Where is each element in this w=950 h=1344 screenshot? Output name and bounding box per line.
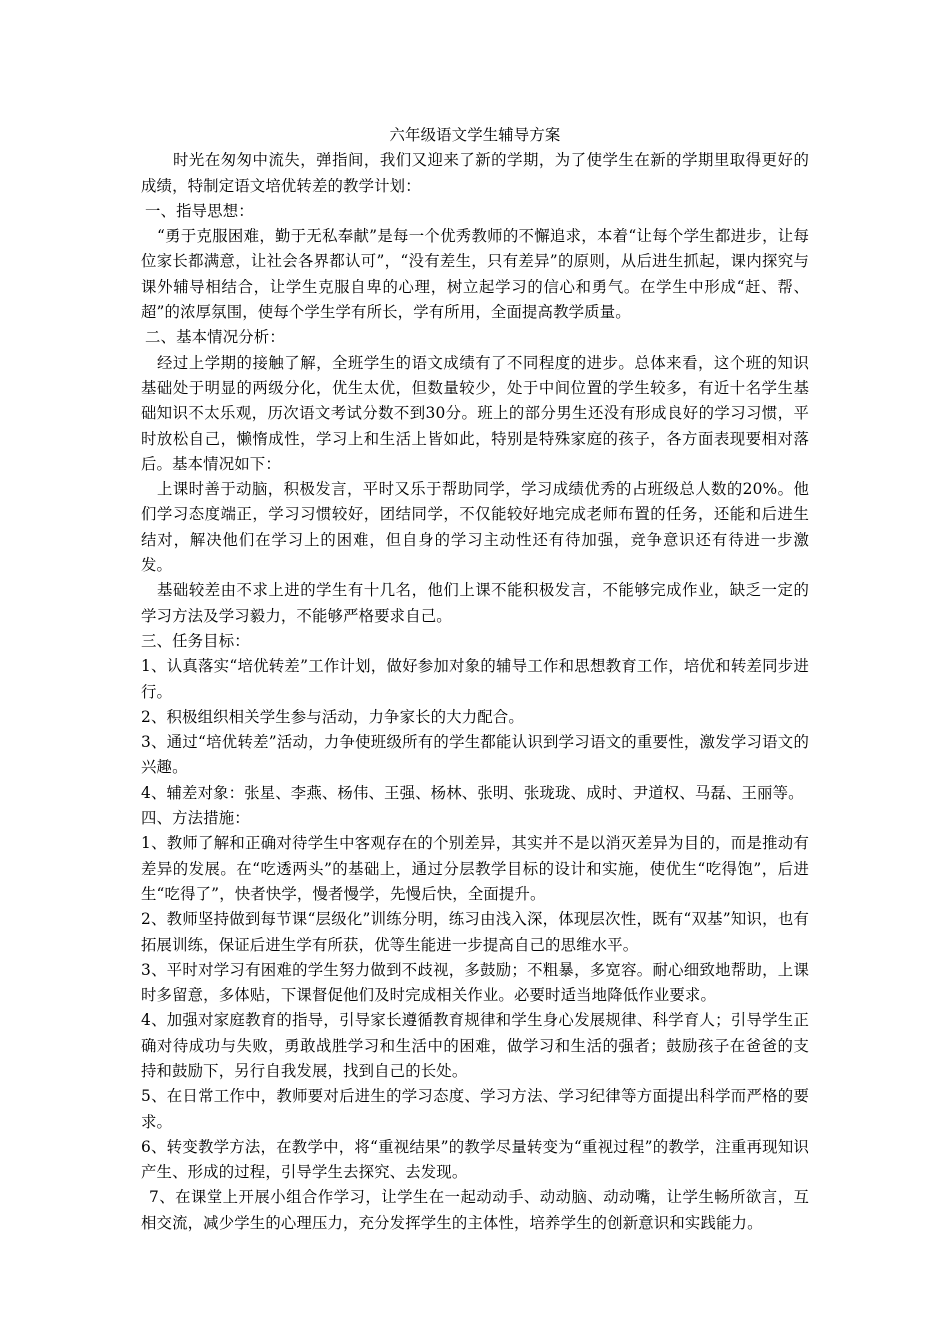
task-goal-item-2: 2、积极组织相关学生参与活动，力争家长的大力配合。 <box>141 707 524 726</box>
section-heading-task-goals: 三、任务目标： <box>141 631 250 650</box>
section-heading-situation-analysis: 二、基本情况分析： <box>145 328 285 347</box>
task-goal-item-4: 4、辅差对象：张星、李燕、杨伟、王强、杨林、张明、张珑珑、成时、尹道权、马磊、王丽等。 <box>141 783 804 802</box>
method-item-4: 4、加强对家庭教育的指导，引导家长遵循教育规律和学生身心发展规律、科学育人；引导学生正确对待成功与失败，勇敢战胜学习和生活中的困难，做学习和生活的强者；鼓励孩子在爸爸的支持和鼓励下，另行自我发展，找到自己的长处。 <box>141 1011 809 1080</box>
intro-paragraph: 时光在匆匆中流失，弹指间，我们又迎来了新的学期，为了使学生在新的学期里取得更好的成绩，特制定语文培优转差的教学计划： <box>141 151 809 195</box>
task-goal-item-3: 3、通过“培优转差”活动，力争使班级所有的学生都能认识到学习语文的重要性，激发学习语文的兴趣。 <box>141 733 809 777</box>
document-body <box>141 123 809 1236</box>
guiding-ideology-paragraph: “勇于克服困难，勤于无私奉献”是每一个优秀教师的不懈追求，本着“让每个学生都进步，让每位家长都满意，让社会各界都认可”，“没有差生，只有差异”的原则，从后进生抓起，课内探究与课外辅导相结合，让学生克服自卑的心理，树立起学习的信心和勇气。在学生中形成“赶、帮、超”的浓厚氛围，使每个学生学有所长，学有所用，全面提高教学质量。 <box>141 227 809 322</box>
method-item-6: 6、转变教学方法，在教学中，将“重视结果”的教学尽量转变为“重视过程”的教学，注重再现知识产生、形成的过程，引导学生去探究、去发现。 <box>141 1137 809 1182</box>
situation-paragraph-2: 上课时善于动脑，积极发言，平时又乐于帮助同学，学习成绩优秀的占班级总人数的20%。他们学习态度端正，学习习惯较好，团结同学，不仅能较好地完成老师布置的任务，还能和后进生结对，解决他们在学习上的困难，但自身的学习主动性还有待加强，竞争意识还有待进一步激发。 <box>141 480 809 575</box>
document-title: 六年级语文学生辅导方案 <box>389 126 561 144</box>
situation-paragraph-1: 经过上学期的接触了解，全班学生的语文成绩有了不同程度的进步。总体来看，这个班的知识基础处于明显的两级分化，优生太优，但数量较少，处于中间位置的学生较多，有近十名学生基础知识不太乐观，历次语文考试分数不到30分。班上的部分男生还没有形成良好的学习习惯，平时放松自己，懒惰成性，学习上和生活上皆如此，特别是特殊家庭的孩子，各方面表现要相对落后。基本情况如下： <box>141 353 809 473</box>
method-item-3: 3、平时对学习有困难的学生努力做到不歧视，多鼓励；不粗暴，多宽容。耐心细致地帮助，上课时多留意，多体贴，下课督促他们及时完成相关作业。必要时适当地降低作业要求。 <box>141 960 809 1005</box>
method-item-1: 1、教师了解和正确对待学生中客观存在的个别差异，其实并不是以消灭差异为目的，而是推动有差异的发展。在“吃透两头”的基础上，通过分层教学目标的设计和实施，使优生“吃得饱”，后进生“吃得了”，快者快学，慢者慢学，先慢后快，全面提升。 <box>141 834 809 903</box>
task-goal-item-1: 1、认真落实“培优转差”工作计划，做好参加对象的辅导工作和思想教育工作，培优和转差同步进行。 <box>141 657 809 701</box>
method-item-2: 2、教师坚持做到每节课“层级化”训练分明，练习由浅入深，体现层次性，既有“双基”知识，也有拓展训练，保证后进生学有所获，优等生能进一步提高自己的思维水平。 <box>141 910 809 954</box>
method-item-7: 7、在课堂上开展小组合作学习，让学生在一起动动手、动动脑、动动嘴，让学生畅所欲言，互相交流，减少学生的心理压力，充分发挥学生的主体性，培养学生的创新意识和实践能力。 <box>141 1188 809 1232</box>
method-item-5: 5、在日常工作中，教师要对后进生的学习态度、学习方法、学习纪律等方面提出科学而严格的要求。 <box>141 1087 809 1131</box>
situation-paragraph-3: 基础较差由不求上进的学生有十几名，他们上课不能积极发言，不能够完成作业，缺乏一定的学习方法及学习毅力，不能够严格要求自己。 <box>141 581 809 625</box>
section-heading-methods: 四、方法措施： <box>141 809 250 828</box>
section-heading-guiding-ideology: 一、指导思想： <box>145 201 254 220</box>
